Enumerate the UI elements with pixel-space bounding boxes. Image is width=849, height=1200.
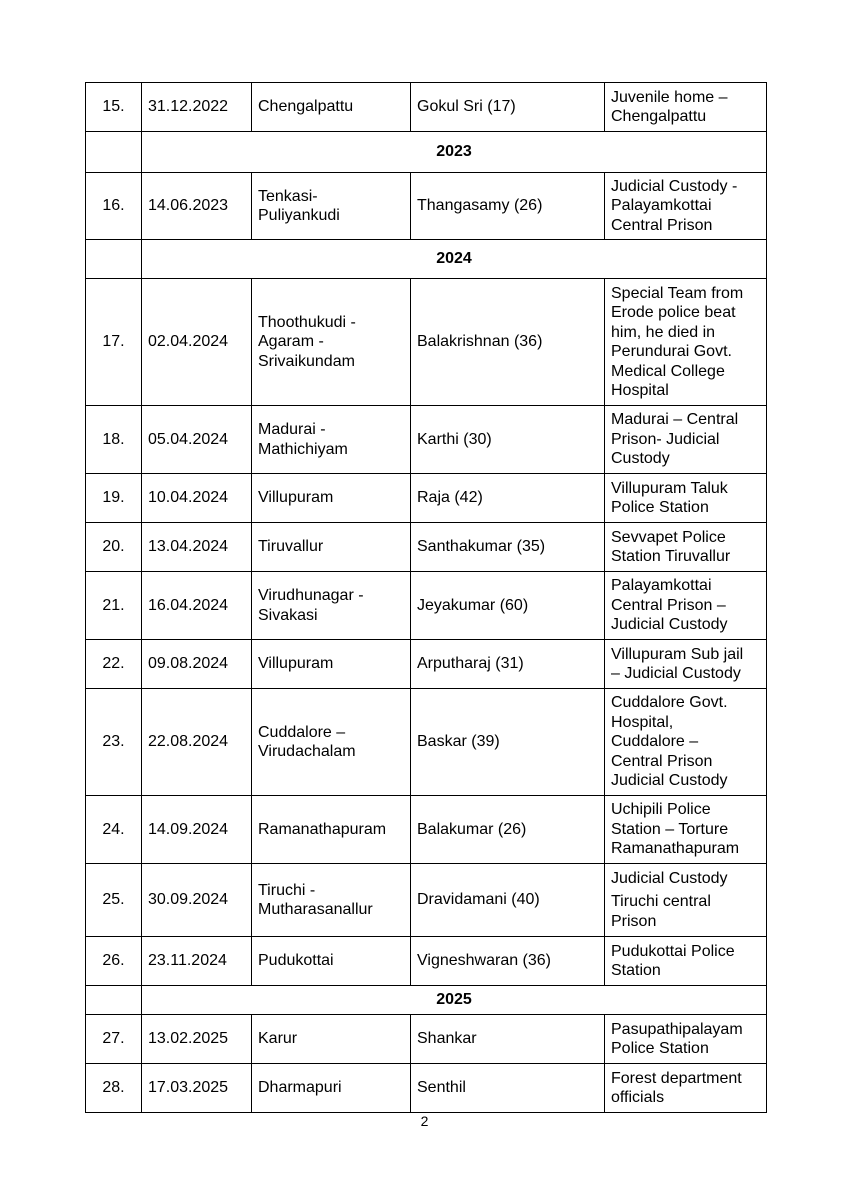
- custody-detail: Villupuram Taluk Police Station: [605, 474, 767, 523]
- table-row: [86, 523, 767, 572]
- victim-name: Raja (42): [411, 474, 605, 523]
- serial-number: 18.: [86, 406, 142, 474]
- serial-number: 15.: [86, 83, 142, 132]
- table-row: [86, 279, 767, 406]
- custody-detail: Uchipili Police Station – Torture Ramanathapuram: [605, 796, 767, 864]
- custody-detail: Cuddalore Govt. Hospital, Cuddalore – Central Prison Judicial Custody: [605, 689, 767, 796]
- serial-number: 20.: [86, 523, 142, 572]
- victim-name: Dravidamani (40): [411, 864, 605, 937]
- custody-detail: [605, 864, 767, 937]
- table-row: [86, 83, 767, 132]
- year-heading: 2024: [142, 240, 767, 279]
- place: Karur: [252, 1015, 411, 1064]
- custody-detail: Palayamkottai Central Prison – Judicial Custody: [605, 572, 767, 640]
- serial-number: 22.: [86, 640, 142, 689]
- victim-name: Thangasamy (26): [411, 173, 605, 240]
- year-heading: 2025: [142, 986, 767, 1015]
- incident-date: 10.04.2024: [142, 474, 252, 523]
- table-row: [86, 796, 767, 864]
- serial-number: 24.: [86, 796, 142, 864]
- incident-date: 31.12.2022: [142, 83, 252, 132]
- incident-date: 14.06.2023: [142, 173, 252, 240]
- year-heading: 2023: [142, 132, 767, 173]
- incident-date: 30.09.2024: [142, 864, 252, 937]
- custody-detail: Special Team from Erode police beat him, he died in Perundurai Govt. Medical College Hospital: [605, 279, 767, 406]
- place: Villupuram: [252, 474, 411, 523]
- custody-detail: Judicial Custody - Palayamkottai Central Prison: [605, 173, 767, 240]
- table-row: [86, 640, 767, 689]
- victim-name: Balakumar (26): [411, 796, 605, 864]
- page-number: 2: [420, 1113, 429, 1129]
- incident-date: 09.08.2024: [142, 640, 252, 689]
- incident-date: 02.04.2024: [142, 279, 252, 406]
- place: Dharmapuri: [252, 1064, 411, 1113]
- place: Cuddalore – Virudachalam: [252, 689, 411, 796]
- table-row: [86, 173, 767, 240]
- incident-date: 16.04.2024: [142, 572, 252, 640]
- table-row: [86, 474, 767, 523]
- incident-date: 22.08.2024: [142, 689, 252, 796]
- victim-name: Baskar (39): [411, 689, 605, 796]
- table-row: [86, 937, 767, 986]
- victim-name: Karthi (30): [411, 406, 605, 474]
- incident-date: 13.02.2025: [142, 1015, 252, 1064]
- incident-date: 05.04.2024: [142, 406, 252, 474]
- serial-number: 16.: [86, 173, 142, 240]
- table-row: [86, 572, 767, 640]
- custody-detail: Villupuram Sub jail – Judicial Custody: [605, 640, 767, 689]
- place: Thoothukudi - Agaram - Srivaikundam: [252, 279, 411, 406]
- serial-number: 27.: [86, 1015, 142, 1064]
- place: Pudukottai: [252, 937, 411, 986]
- place: Villupuram: [252, 640, 411, 689]
- custody-detail: Pudukottai Police Station: [605, 937, 767, 986]
- custody-detail: Sevvapet Police Station Tiruvallur: [605, 523, 767, 572]
- victim-name: Arputharaj (31): [411, 640, 605, 689]
- place: Chengalpattu: [252, 83, 411, 132]
- serial-number: 28.: [86, 1064, 142, 1113]
- place: Tenkasi- Puliyankudi: [252, 173, 411, 240]
- victim-name: Jeyakumar (60): [411, 572, 605, 640]
- table-row: [86, 1064, 767, 1113]
- victim-name: Vigneshwaran (36): [411, 937, 605, 986]
- table-row: [86, 1015, 767, 1064]
- incident-date: 23.11.2024: [142, 937, 252, 986]
- incident-date: 17.03.2025: [142, 1064, 252, 1113]
- table-row: [86, 864, 767, 937]
- victim-name: Senthil: [411, 1064, 605, 1113]
- serial-number: 17.: [86, 279, 142, 406]
- year-row: [86, 240, 767, 279]
- serial-number: 19.: [86, 474, 142, 523]
- victim-name: Gokul Sri (17): [411, 83, 605, 132]
- custody-detail-line: Judicial Custody: [611, 869, 728, 887]
- place: Virudhunagar - Sivakasi: [252, 572, 411, 640]
- serial-number: 25.: [86, 864, 142, 937]
- year-row: [86, 132, 767, 173]
- victim-name: Santhakumar (35): [411, 523, 605, 572]
- place: Tiruchi - Mutharasanallur: [252, 864, 411, 937]
- victim-name: Balakrishnan (36): [411, 279, 605, 406]
- place: Ramanathapuram: [252, 796, 411, 864]
- place: Madurai - Mathichiyam: [252, 406, 411, 474]
- victim-name: Shankar: [411, 1015, 605, 1064]
- year-row: [86, 986, 767, 1015]
- incident-date: 14.09.2024: [142, 796, 252, 864]
- incident-date: 13.04.2024: [142, 523, 252, 572]
- custody-detail: Madurai – Central Prison- Judicial Custody: [605, 406, 767, 474]
- place: Tiruvallur: [252, 523, 411, 572]
- serial-number: 23.: [86, 689, 142, 796]
- custody-detail: Juvenile home – Chengalpattu: [605, 83, 767, 132]
- custody-detail: Pasupathipalayam Police Station: [605, 1015, 767, 1064]
- custody-detail: Forest department officials: [605, 1064, 767, 1113]
- table-row: [86, 406, 767, 474]
- custody-deaths-table: [85, 82, 767, 1113]
- serial-number: 26.: [86, 937, 142, 986]
- custody-detail-line: Tiruchi central Prison: [611, 893, 711, 930]
- table-row: [86, 689, 767, 796]
- serial-number: 21.: [86, 572, 142, 640]
